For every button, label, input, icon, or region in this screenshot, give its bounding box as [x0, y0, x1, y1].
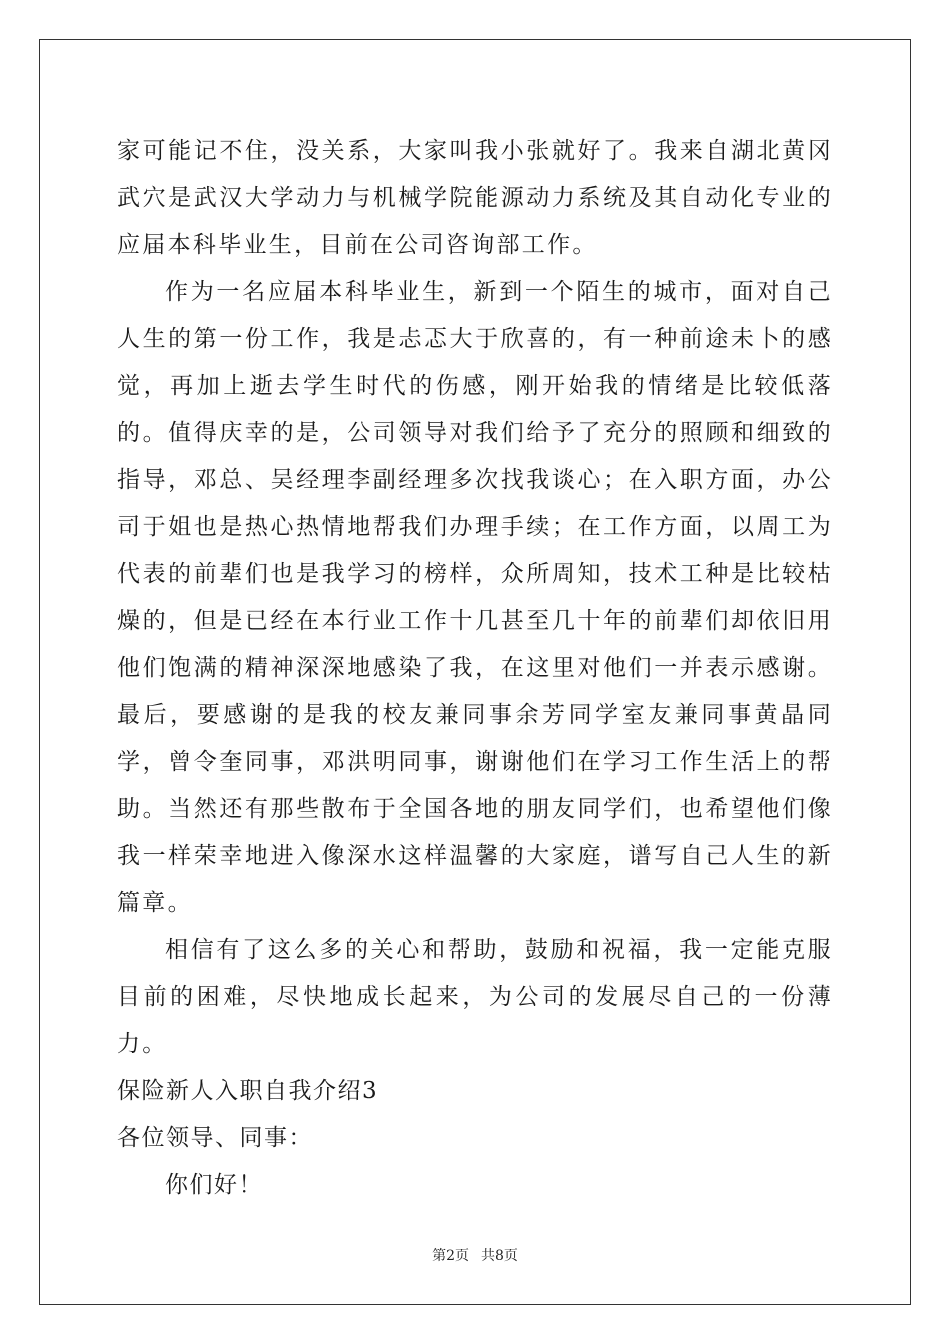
paragraph-closing: 相信有了这么多的关心和帮助，鼓励和祝福，我一定能克服目前的困难，尽快地成长起来，为公司的发展尽自己的一份薄力。: [117, 937, 833, 1057]
paragraph-thanks: 作为一名应届本科毕业生，新到一个陌生的城市，面对自己人生的第一份工作，我是忐忑大于欣喜的，有一种前途未卜的感觉，再加上逝去学生时代的伤感，刚开始我的情绪是比较低落的。值得庆幸的是，公司领导对我们给予了充分的照顾和细致的指导，邓总、吴经理李副经理多次找我谈心；在入职方面，办公司于姐也是热心热情地帮我们办理手续；在工作方面，以周工为代表的前辈们也是我学习的榜样，众所周知，技术工种是比较枯燥的，但是已经在本行业工作十几甚至几十年的前辈们却依旧用他们饱满的精神深深地感染了我，在这里对他们一并表示感谢。最后，要感谢的是我的校友兼同事余芳同学室友兼同事黄晶同学，曾令奎同事，邓洪明同事，谢谢他们在学习工作生活上的帮助。当然还有那些散布于全国各地的朋友同学们，也希望他们像我一样荣幸地进入像深水这样温馨的大家庭，谱写自己人生的新篇章。: [117, 279, 833, 916]
page-footer: [0, 1245, 950, 1265]
greeting: 你们好！: [165, 1172, 263, 1198]
page-number-current: 第2页: [432, 1248, 469, 1264]
page-number-total: 共8页: [481, 1248, 518, 1264]
section-title: 保险新人入职自我介绍3: [117, 1078, 379, 1104]
document-body: [117, 128, 833, 1209]
paragraph-continued: 家可能记不住，没关系，大家叫我小张就好了。我来自湖北黄冈武穴是武汉大学动力与机械学院能源动力系统及其自动化专业的应届本科毕业生，目前在公司咨询部工作。: [117, 138, 833, 258]
salutation: 各位领导、同事：: [117, 1125, 313, 1151]
